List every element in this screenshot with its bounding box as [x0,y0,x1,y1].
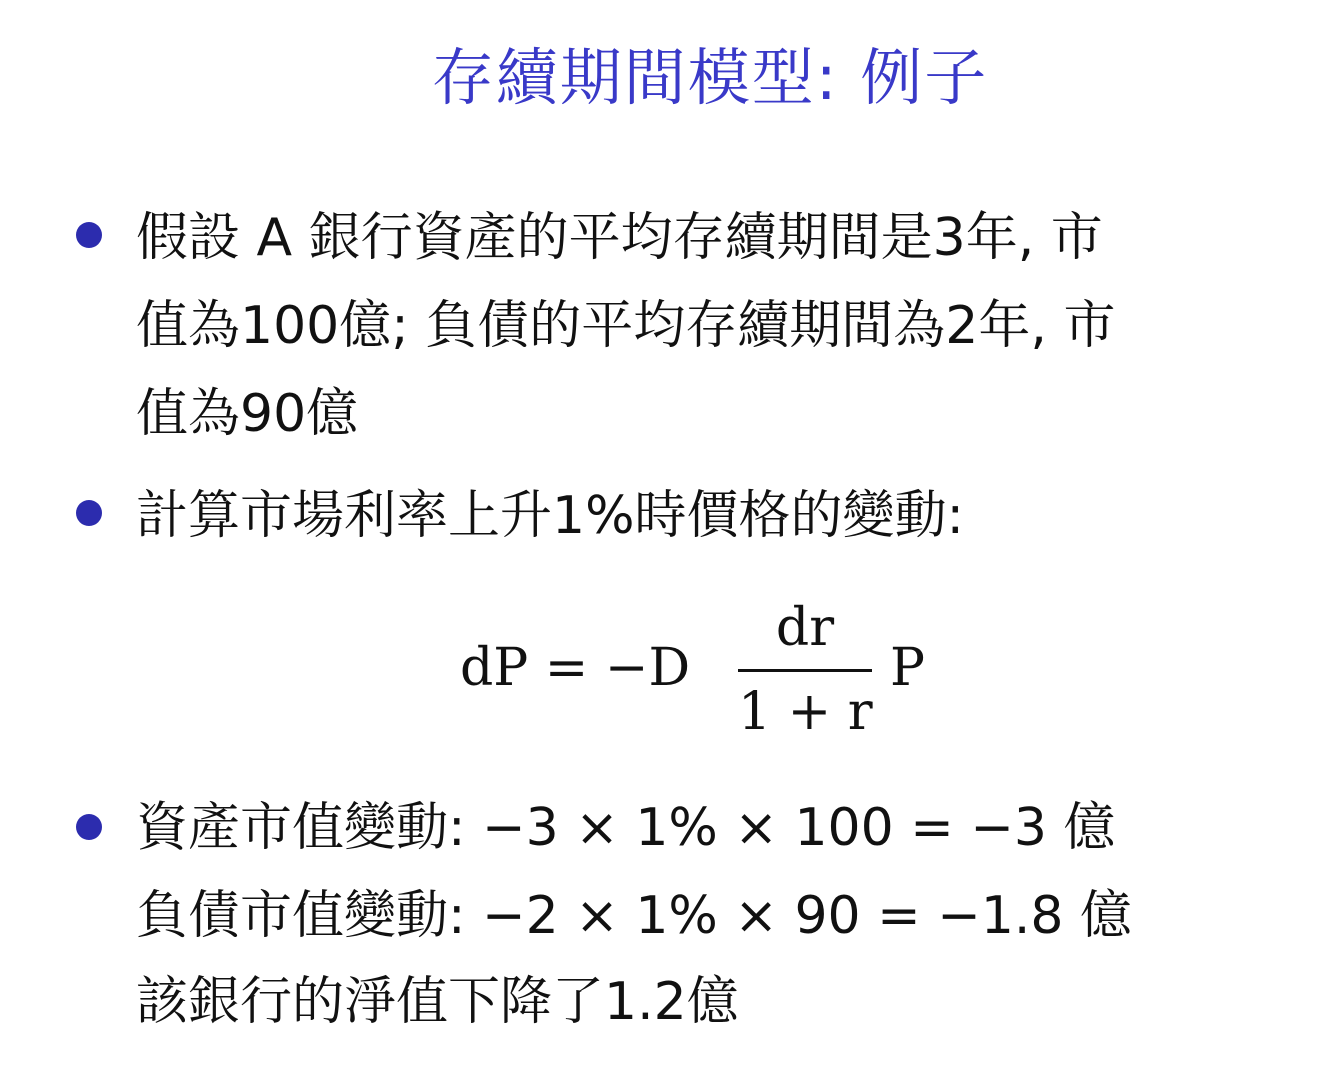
bullet-1-line-1: 假設 A 銀行資產的平均存續期間是3年, 市 [136,208,1103,268]
duration-formula [460,598,980,748]
bullet-3-line-3: 該銀行的淨值下降了1.2億 [136,972,739,1032]
bullet-2-line-1: 計算市場利率上升1%時價格的變動: [136,486,965,546]
formula-rhs: P [890,638,925,698]
bullet-dot-1 [76,222,102,248]
bullet-1-line-3: 值為90億 [136,384,359,444]
formula-numerator: dr [775,598,835,658]
formula-fraction [738,598,872,748]
formula-denominator: 1 + r [738,682,873,742]
bullet-3-line-1: 資產市值變動: −3 × 1% × 100 = −3 億 [136,798,1116,858]
formula-lhs: dP = −D [460,638,691,698]
slide-title: 存續期間模型: 例子 [431,41,989,114]
fraction-bar [738,669,872,672]
bullet-dot-2 [76,500,102,526]
bullet-dot-3 [76,814,102,840]
bullet-1-line-2: 值為100億; 負債的平均存續期間為2年, 市 [136,296,1116,356]
bullet-3-line-2: 負債市值變動: −2 × 1% × 90 = −1.8 億 [136,886,1133,946]
